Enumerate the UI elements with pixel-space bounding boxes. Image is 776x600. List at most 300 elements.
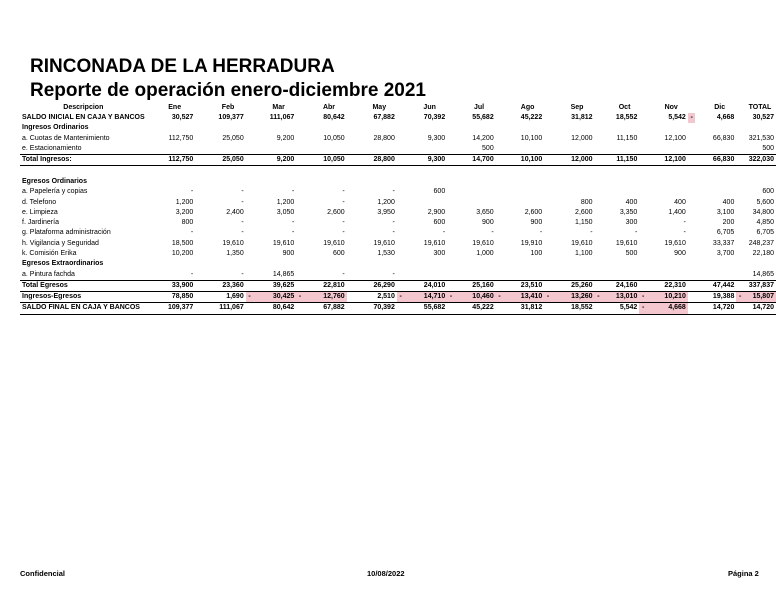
table-row bbox=[20, 269, 776, 280]
sign-marker bbox=[447, 228, 455, 238]
sign-marker bbox=[447, 113, 455, 123]
value-cell: 600 bbox=[762, 188, 774, 196]
sign-marker bbox=[544, 303, 552, 314]
value-cell: 19,910 bbox=[520, 239, 543, 247]
sign-marker bbox=[195, 208, 202, 218]
sign-marker bbox=[544, 269, 552, 280]
sign-marker: - bbox=[246, 292, 254, 303]
table-row bbox=[20, 303, 776, 314]
value-cell: 45,222 bbox=[520, 114, 543, 122]
sign-marker bbox=[688, 177, 696, 187]
sign-marker bbox=[736, 269, 744, 280]
value-cell: 80,642 bbox=[323, 114, 345, 122]
sign-marker bbox=[639, 177, 647, 187]
value-cell bbox=[552, 166, 595, 177]
value-cell: 19,610 bbox=[222, 239, 244, 247]
value-cell: 33,900 bbox=[147, 280, 196, 291]
sign-marker bbox=[496, 123, 504, 133]
sign-marker bbox=[246, 123, 254, 133]
sign-marker bbox=[397, 113, 405, 123]
sign-marker bbox=[496, 259, 504, 269]
value-cell bbox=[503, 187, 544, 197]
sign-marker bbox=[447, 303, 455, 314]
value-cell: 2,600 bbox=[524, 208, 543, 216]
value-cell: 1,400 bbox=[668, 208, 686, 216]
row-label: a. Pintura fachda bbox=[22, 270, 75, 278]
sign-marker bbox=[639, 269, 647, 280]
value-cell: - bbox=[342, 219, 345, 227]
value-cell: - bbox=[291, 219, 295, 227]
sign-marker: - bbox=[736, 292, 744, 303]
value-cell: 1,530 bbox=[377, 250, 395, 257]
value-cell: 80,642 bbox=[253, 303, 296, 314]
value-cell: 31,812 bbox=[571, 114, 593, 122]
row-label: h. Vigilancia y Seguridad bbox=[22, 239, 99, 247]
sign-marker bbox=[195, 187, 202, 197]
sign-marker bbox=[736, 166, 744, 177]
sign-marker bbox=[688, 144, 696, 155]
value-cell: 19,388 bbox=[712, 293, 735, 301]
sign-marker: - bbox=[688, 113, 696, 123]
value-cell bbox=[203, 144, 246, 155]
sign-marker bbox=[496, 303, 504, 314]
value-cell: - bbox=[442, 229, 446, 237]
value-cell bbox=[147, 123, 196, 133]
value-cell: 5,542 bbox=[668, 114, 686, 122]
value-cell: 12,760 bbox=[304, 292, 347, 303]
value-cell bbox=[404, 269, 447, 280]
sign-marker bbox=[296, 187, 304, 197]
sign-marker bbox=[195, 113, 202, 123]
row-label: f. Jardinería bbox=[22, 219, 59, 227]
value-cell: 10,200 bbox=[171, 250, 194, 257]
value-cell bbox=[695, 259, 736, 269]
value-cell: 500 bbox=[762, 145, 774, 153]
value-cell bbox=[647, 259, 688, 269]
sign-marker bbox=[246, 249, 254, 259]
value-cell: 1,350 bbox=[226, 250, 244, 257]
value-cell: - bbox=[392, 219, 395, 227]
sign-marker bbox=[246, 269, 254, 280]
value-cell: 19,610 bbox=[615, 239, 638, 247]
sign-marker bbox=[595, 134, 603, 144]
value-cell: 39,625 bbox=[253, 280, 296, 291]
value-cell: 500 bbox=[482, 145, 494, 153]
value-cell: 112,750 bbox=[147, 155, 196, 166]
sign-marker bbox=[195, 228, 202, 238]
sign-marker bbox=[688, 218, 696, 228]
value-cell bbox=[552, 269, 595, 280]
column-header-jun: Jun bbox=[423, 104, 436, 111]
row-label: Egresos Extraordinarios bbox=[22, 260, 104, 268]
sign-marker bbox=[544, 134, 552, 144]
table-row bbox=[20, 218, 776, 228]
value-cell: 34,800 bbox=[752, 208, 774, 216]
value-cell bbox=[253, 259, 296, 269]
value-cell bbox=[552, 187, 595, 197]
value-cell bbox=[695, 166, 736, 177]
sign-marker bbox=[447, 259, 455, 269]
table-row bbox=[20, 123, 776, 133]
table-row bbox=[20, 187, 776, 197]
value-cell: 30,527 bbox=[171, 114, 194, 122]
value-cell: 14,200 bbox=[472, 134, 494, 142]
sign-marker bbox=[639, 208, 647, 218]
value-cell bbox=[253, 123, 296, 133]
value-cell: 13,010 bbox=[602, 292, 639, 303]
row-label: SALDO FINAL EN CAJA Y BANCOS bbox=[20, 303, 147, 314]
value-cell: 3,050 bbox=[276, 208, 295, 216]
sign-marker bbox=[397, 134, 405, 144]
sign-marker bbox=[544, 280, 552, 291]
sign-marker bbox=[246, 218, 254, 228]
value-cell: 67,882 bbox=[373, 114, 395, 122]
value-cell: 300 bbox=[625, 219, 638, 227]
value-cell: 19,610 bbox=[664, 239, 686, 247]
value-cell: 3,200 bbox=[175, 208, 194, 216]
value-cell: 111,067 bbox=[203, 303, 246, 314]
sign-marker bbox=[688, 280, 696, 291]
sign-marker bbox=[347, 197, 354, 207]
value-cell: 11,150 bbox=[616, 134, 638, 142]
value-cell: 10,460 bbox=[455, 292, 496, 303]
table-row bbox=[20, 177, 776, 187]
sign-marker bbox=[296, 259, 304, 269]
sign-marker bbox=[544, 208, 552, 218]
row-label: Ingresos-Egresos bbox=[22, 293, 82, 301]
value-cell: 1,200 bbox=[175, 198, 194, 206]
table-row bbox=[20, 166, 776, 177]
sign-marker bbox=[246, 228, 254, 238]
sign-marker bbox=[496, 218, 504, 228]
footer-confidential: Confidencial bbox=[20, 569, 66, 578]
value-cell: 800 bbox=[181, 219, 194, 227]
sign-marker bbox=[736, 280, 744, 291]
value-cell: 55,682 bbox=[404, 303, 447, 314]
sign-marker bbox=[397, 166, 405, 177]
value-cell: - bbox=[392, 229, 395, 237]
value-cell bbox=[147, 259, 196, 269]
sign-marker bbox=[544, 197, 552, 207]
sign-marker bbox=[347, 218, 354, 228]
value-cell bbox=[404, 144, 447, 155]
value-cell bbox=[203, 123, 246, 133]
footer-date: 10/08/2022 bbox=[367, 569, 405, 578]
sign-marker bbox=[595, 239, 603, 249]
sign-marker bbox=[544, 177, 552, 187]
value-cell: 6,705 bbox=[716, 229, 735, 237]
value-cell: 112,750 bbox=[168, 134, 194, 142]
value-cell: 3,950 bbox=[377, 208, 395, 216]
value-cell: 10,050 bbox=[323, 134, 345, 142]
value-cell: 600 bbox=[433, 219, 446, 227]
value-cell: 2,600 bbox=[575, 208, 593, 216]
row-label: Egresos Ordinarios bbox=[22, 177, 87, 185]
value-cell: - bbox=[190, 229, 194, 237]
value-cell bbox=[647, 166, 688, 177]
value-cell: 200 bbox=[722, 219, 735, 227]
sign-marker: - bbox=[296, 292, 304, 303]
sign-marker bbox=[595, 155, 603, 166]
sign-marker bbox=[736, 197, 744, 207]
value-cell: 30,425 bbox=[253, 292, 296, 303]
value-cell: 14,700 bbox=[455, 155, 496, 166]
value-cell: 10,050 bbox=[304, 155, 347, 166]
value-cell bbox=[602, 144, 639, 155]
sign-marker bbox=[688, 303, 696, 314]
sign-marker bbox=[347, 123, 354, 133]
sign-marker bbox=[736, 177, 744, 187]
row-label: d. Telefono bbox=[22, 198, 57, 206]
sign-marker bbox=[736, 259, 744, 269]
sign-marker bbox=[595, 113, 603, 123]
value-cell: 14,710 bbox=[404, 292, 447, 303]
sign-marker bbox=[496, 239, 504, 249]
table-row bbox=[20, 197, 776, 207]
value-cell: 2,510 bbox=[377, 293, 395, 301]
table-row bbox=[20, 249, 776, 259]
value-cell bbox=[455, 259, 496, 269]
value-cell bbox=[503, 123, 544, 133]
sign-marker bbox=[447, 280, 455, 291]
table-row bbox=[20, 280, 776, 291]
sign-marker bbox=[496, 280, 504, 291]
sign-marker bbox=[195, 239, 202, 249]
value-cell: 400 bbox=[674, 198, 686, 206]
value-cell: 3,700 bbox=[716, 250, 735, 257]
sign-marker bbox=[447, 123, 455, 133]
sign-marker: - bbox=[544, 292, 552, 303]
value-cell: - bbox=[342, 198, 345, 206]
table-row bbox=[20, 292, 776, 303]
value-cell: 23,510 bbox=[503, 280, 544, 291]
sign-marker bbox=[246, 177, 254, 187]
sign-marker bbox=[246, 187, 254, 197]
sign-marker bbox=[195, 249, 202, 259]
sign-marker bbox=[595, 208, 603, 218]
sign-marker bbox=[595, 218, 603, 228]
value-cell: 25,160 bbox=[455, 280, 496, 291]
table-row bbox=[20, 144, 776, 155]
table-row bbox=[20, 259, 776, 269]
sign-marker bbox=[595, 123, 603, 133]
value-cell bbox=[695, 177, 736, 187]
value-cell bbox=[203, 259, 246, 269]
value-cell: 70,392 bbox=[354, 303, 397, 314]
value-cell bbox=[404, 177, 447, 187]
column-header-nov: Nov bbox=[664, 104, 678, 111]
value-cell bbox=[695, 269, 736, 280]
value-cell bbox=[203, 177, 246, 187]
sign-marker bbox=[195, 134, 202, 144]
sign-marker bbox=[595, 280, 603, 291]
sign-marker bbox=[195, 292, 202, 303]
column-header-ene: Ene bbox=[168, 104, 182, 111]
sign-marker bbox=[544, 113, 552, 123]
sign-marker bbox=[639, 166, 647, 177]
sign-marker: - bbox=[595, 292, 603, 303]
sign-marker bbox=[246, 208, 254, 218]
sign-marker bbox=[195, 155, 202, 166]
sign-marker bbox=[595, 228, 603, 238]
sign-marker bbox=[195, 269, 202, 280]
value-cell: 12,100 bbox=[664, 134, 686, 142]
value-cell bbox=[304, 259, 347, 269]
value-cell: 47,442 bbox=[695, 280, 736, 291]
sign-marker bbox=[447, 197, 455, 207]
sign-marker bbox=[544, 218, 552, 228]
value-cell bbox=[695, 187, 736, 197]
value-cell: 5,600 bbox=[756, 198, 774, 206]
value-cell: 28,800 bbox=[354, 155, 397, 166]
value-cell: 800 bbox=[580, 198, 593, 206]
value-cell: 1,690 bbox=[226, 293, 244, 301]
value-cell bbox=[695, 123, 736, 133]
sign-marker bbox=[736, 239, 744, 249]
value-cell: 14,865 bbox=[752, 270, 774, 278]
value-cell bbox=[695, 144, 736, 155]
value-cell: 400 bbox=[625, 198, 638, 206]
value-cell: 4,668 bbox=[716, 114, 735, 122]
sign-marker bbox=[246, 280, 254, 291]
sign-marker bbox=[296, 208, 304, 218]
footer-page: Página 2 bbox=[728, 569, 759, 578]
value-cell: - bbox=[241, 188, 244, 196]
value-cell bbox=[744, 166, 776, 177]
sign-marker bbox=[347, 155, 354, 166]
value-cell: 5,542 bbox=[602, 303, 639, 314]
value-cell: 321,530 bbox=[748, 134, 774, 142]
table-row bbox=[20, 113, 776, 123]
value-cell bbox=[602, 187, 639, 197]
sign-marker bbox=[447, 187, 455, 197]
value-cell: 78,850 bbox=[171, 293, 194, 301]
column-header-oct: Oct bbox=[618, 104, 631, 111]
sign-marker bbox=[447, 218, 455, 228]
value-cell: 18,552 bbox=[552, 303, 595, 314]
sign-marker bbox=[688, 166, 696, 177]
sign-marker bbox=[397, 228, 405, 238]
sign-marker bbox=[347, 177, 354, 187]
value-cell: 2,600 bbox=[327, 208, 345, 216]
value-cell: 1,000 bbox=[476, 250, 494, 257]
value-cell: - bbox=[539, 229, 543, 237]
value-cell bbox=[354, 123, 397, 133]
sign-marker bbox=[296, 166, 304, 177]
value-cell: - bbox=[241, 229, 244, 237]
sign-marker bbox=[296, 155, 304, 166]
sign-marker bbox=[496, 187, 504, 197]
value-cell: 100 bbox=[530, 250, 543, 257]
sign-marker bbox=[639, 259, 647, 269]
sign-marker bbox=[595, 303, 603, 314]
value-cell: 9,200 bbox=[276, 134, 295, 142]
sign-marker bbox=[397, 123, 405, 133]
value-cell: 2,400 bbox=[226, 208, 244, 216]
sign-marker bbox=[246, 144, 254, 155]
value-cell: 600 bbox=[433, 188, 446, 196]
value-cell: - bbox=[392, 270, 395, 278]
row-label bbox=[20, 166, 147, 177]
value-cell: 3,350 bbox=[619, 208, 638, 216]
value-cell bbox=[455, 166, 496, 177]
value-cell: - bbox=[291, 188, 295, 196]
value-cell: 109,377 bbox=[218, 114, 244, 122]
sign-marker bbox=[639, 113, 647, 123]
sign-marker bbox=[544, 249, 552, 259]
value-cell bbox=[304, 177, 347, 187]
value-cell: - bbox=[683, 229, 686, 237]
value-cell: 67,882 bbox=[304, 303, 347, 314]
value-cell: 9,300 bbox=[404, 155, 447, 166]
value-cell: 66,830 bbox=[695, 155, 736, 166]
value-cell bbox=[147, 144, 196, 155]
value-cell: 10,210 bbox=[647, 292, 688, 303]
value-cell bbox=[503, 166, 544, 177]
value-cell: 3,100 bbox=[716, 208, 735, 216]
sign-marker bbox=[397, 239, 405, 249]
value-cell: - bbox=[291, 229, 295, 237]
sign-marker bbox=[639, 123, 647, 133]
row-label: Total Egresos bbox=[20, 280, 147, 291]
sign-marker bbox=[195, 144, 202, 155]
sign-marker bbox=[397, 259, 405, 269]
value-cell: 4,850 bbox=[756, 219, 774, 227]
sign-marker bbox=[397, 208, 405, 218]
sign-marker bbox=[246, 303, 254, 314]
column-header-feb: Feb bbox=[221, 104, 235, 111]
value-cell: - bbox=[635, 229, 638, 237]
value-cell bbox=[404, 166, 447, 177]
value-cell: - bbox=[342, 229, 345, 237]
sign-marker bbox=[447, 155, 455, 166]
value-cell: - bbox=[590, 229, 593, 237]
sign-marker bbox=[544, 239, 552, 249]
value-cell: 12,000 bbox=[571, 134, 593, 142]
value-cell bbox=[455, 269, 496, 280]
sign-marker bbox=[347, 228, 354, 238]
value-cell: 1,100 bbox=[575, 250, 593, 257]
sign-marker bbox=[246, 134, 254, 144]
value-cell: 22,810 bbox=[304, 280, 347, 291]
value-cell bbox=[147, 166, 196, 177]
value-cell: 11,150 bbox=[602, 155, 639, 166]
value-cell: 400 bbox=[722, 198, 735, 206]
row-label: e. Limpieza bbox=[22, 208, 58, 216]
value-cell bbox=[503, 259, 544, 269]
sign-marker bbox=[296, 113, 304, 123]
value-cell: 10,100 bbox=[503, 155, 544, 166]
value-cell bbox=[602, 166, 639, 177]
value-cell: - bbox=[392, 188, 395, 196]
sign-marker: - bbox=[639, 292, 647, 303]
sign-marker bbox=[639, 280, 647, 291]
sign-marker bbox=[347, 292, 354, 303]
sign-marker bbox=[736, 144, 744, 155]
row-label: Total Ingresos: bbox=[20, 155, 147, 166]
sign-marker bbox=[195, 259, 202, 269]
sign-marker bbox=[736, 249, 744, 259]
value-cell: 25,260 bbox=[552, 280, 595, 291]
sign-marker bbox=[688, 269, 696, 280]
sign-marker bbox=[595, 269, 603, 280]
value-cell: 18,552 bbox=[615, 114, 638, 122]
sign-marker bbox=[246, 239, 254, 249]
sign-marker bbox=[688, 239, 696, 249]
row-label: a. Cuotas de Mantenimiento bbox=[22, 134, 110, 142]
sign-marker bbox=[736, 208, 744, 218]
sign-marker bbox=[347, 303, 354, 314]
